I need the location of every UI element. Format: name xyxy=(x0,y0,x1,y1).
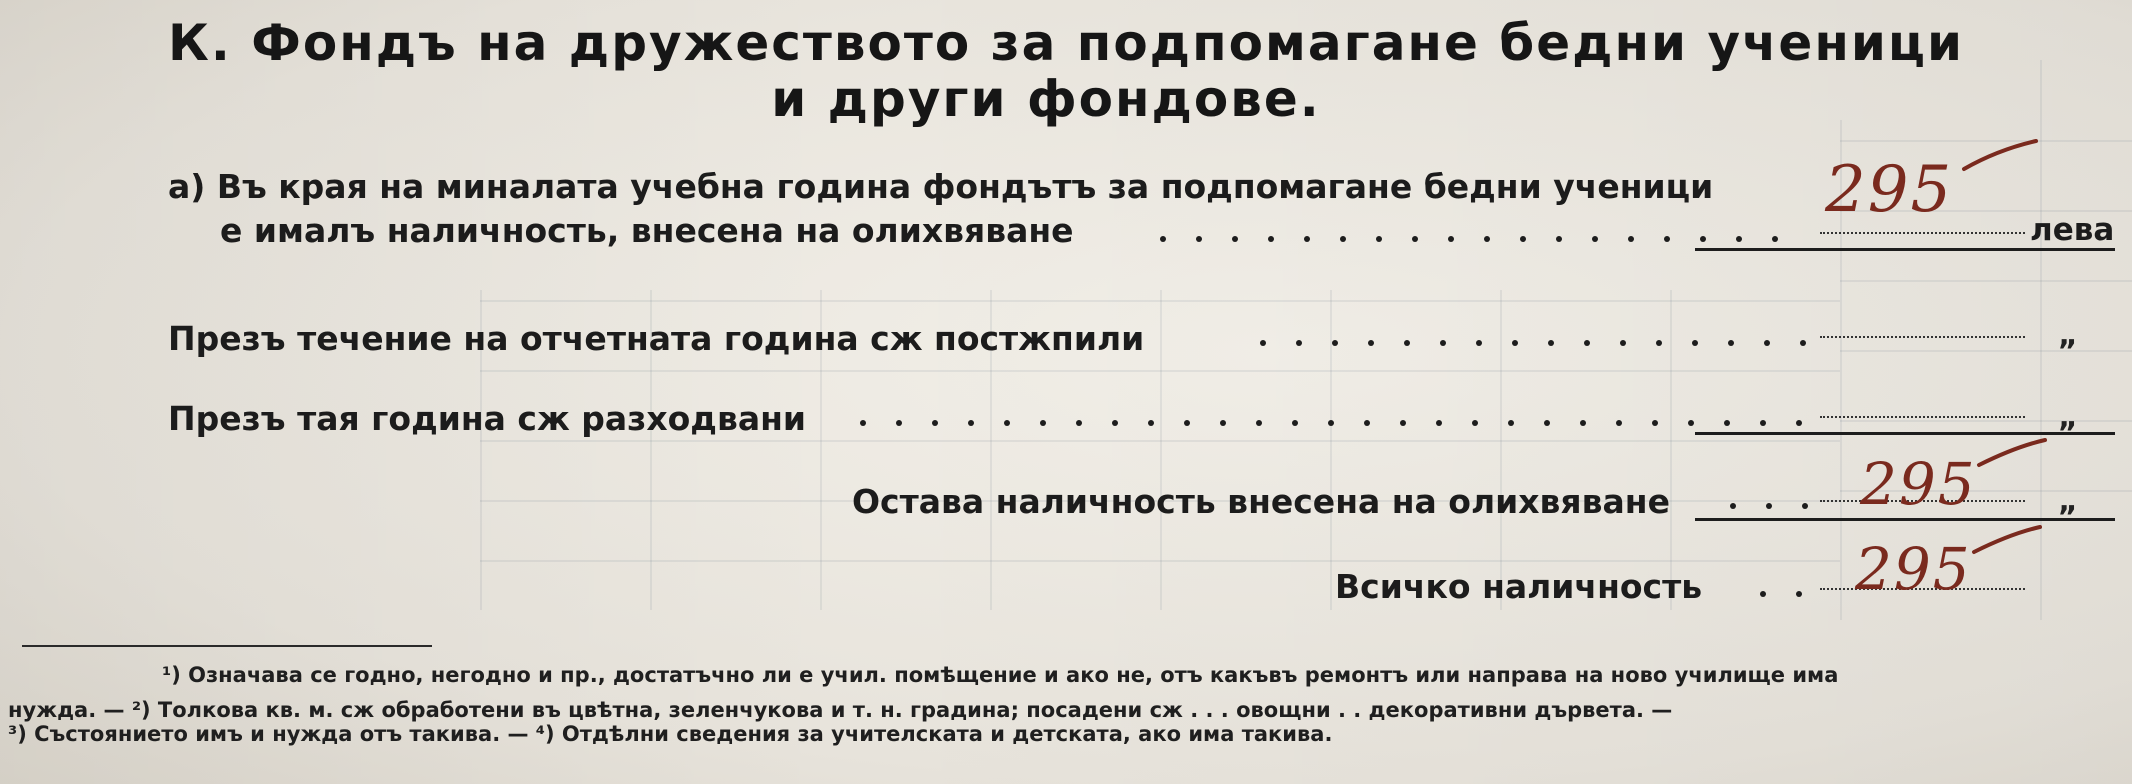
leader-dot xyxy=(1616,420,1622,426)
answer-line-spent xyxy=(1695,432,2115,435)
leader-dot xyxy=(1076,420,1082,426)
footnote-line-1: ¹) Означава се годно, негодно и пр., достатъчно ли е учил. помѣщение и ако не, отъ какъвъ ремонтъ или направа на ново училище има xyxy=(162,663,1839,687)
leader-dot xyxy=(1556,236,1562,242)
leader-dot xyxy=(1802,503,1808,509)
leader-dot xyxy=(1484,236,1490,242)
leader-dot xyxy=(1400,420,1406,426)
leader-dot xyxy=(1772,236,1778,242)
leader-dot xyxy=(1692,340,1698,346)
leader-dot xyxy=(1764,340,1770,346)
row-received: Презъ течение на отчетната година сж постжпили xyxy=(168,319,1145,358)
leader-dot xyxy=(1592,236,1598,242)
leader-dot xyxy=(1796,420,1802,426)
handwritten-flourish-remaining xyxy=(1975,435,2050,470)
unit-leva: лева xyxy=(2030,212,2115,248)
ditto-mark-spent: „ xyxy=(2058,400,2078,435)
leader-dot xyxy=(1580,420,1586,426)
leader-dot xyxy=(1548,340,1554,346)
leader-dot xyxy=(1412,236,1418,242)
leader-dots-received xyxy=(1260,340,1820,346)
leader-dot xyxy=(1800,340,1806,346)
leader-dot xyxy=(1620,340,1626,346)
leader-dot xyxy=(896,420,902,426)
leader-dot xyxy=(1364,420,1370,426)
answer-line-remaining xyxy=(1695,518,2115,521)
leader-dot xyxy=(1760,591,1766,597)
footnote-line-3: ³) Състоянието имъ и нужда отъ такива. — ⁴) Отдѣлни сведения за учителската и детската, ако има такива. xyxy=(8,722,1333,746)
leader-dot xyxy=(1766,503,1772,509)
handwritten-amount-remaining: 295 xyxy=(1860,450,1977,518)
leader-dot xyxy=(1436,420,1442,426)
leader-dot xyxy=(1724,420,1730,426)
ditto-mark-received: „ xyxy=(2058,318,2078,353)
leader-dot xyxy=(1584,340,1590,346)
leader-dot xyxy=(1220,420,1226,426)
leader-dot xyxy=(1652,420,1658,426)
leader-dots-spent xyxy=(860,420,1820,426)
leader-dot xyxy=(1148,420,1154,426)
leader-dot xyxy=(1256,420,1262,426)
leader-dot xyxy=(1304,236,1310,242)
section-title-line1 xyxy=(0,14,2132,72)
leader-dot xyxy=(1730,503,1736,509)
leader-dot xyxy=(1760,420,1766,426)
leader-dot xyxy=(1328,420,1334,426)
leader-dot xyxy=(860,420,866,426)
footnote-separator xyxy=(22,645,432,647)
leader-dot xyxy=(1656,340,1662,346)
leader-dot xyxy=(1268,236,1274,242)
total-label-plain: Всичко xyxy=(1335,567,1471,606)
leader-dot xyxy=(1520,236,1526,242)
leader-dot xyxy=(1004,420,1010,426)
handwritten-flourish-total xyxy=(1970,522,2045,557)
leader-dot xyxy=(1472,420,1478,426)
leader-dot xyxy=(1196,236,1202,242)
row-a-line2: е ималъ наличность, внесена на олихвяване xyxy=(220,211,1074,250)
handwritten-amount-total: 295 xyxy=(1855,535,1972,603)
leader-dot xyxy=(1700,236,1706,242)
leader-dots-remaining xyxy=(1730,503,1820,509)
leader-dot xyxy=(968,420,974,426)
section-title-line2 xyxy=(0,70,2132,128)
leader-dot xyxy=(1508,420,1514,426)
answer-line-a xyxy=(1695,248,2115,251)
leader-dot xyxy=(1292,420,1298,426)
leader-dot xyxy=(1368,340,1374,346)
fill-dots-spent xyxy=(1820,416,2025,418)
leader-dot xyxy=(1512,340,1518,346)
leader-dot xyxy=(1544,420,1550,426)
leader-dot xyxy=(1376,236,1382,242)
leader-dot xyxy=(1736,236,1742,242)
leader-dot xyxy=(1232,236,1238,242)
leader-dots-total xyxy=(1760,591,1820,597)
title-text-2: и други фондове. xyxy=(771,70,1321,128)
leader-dot xyxy=(1040,420,1046,426)
leader-dot xyxy=(1112,420,1118,426)
leader-dot xyxy=(1628,236,1634,242)
leader-dot xyxy=(1688,420,1694,426)
title-text-1: К. Фондъ на дружеството за подпомагане бедни ученици xyxy=(168,14,1964,72)
row-remaining: Остава наличность внесена на олихвяване xyxy=(852,482,1670,521)
handwritten-flourish-a xyxy=(1960,135,2040,175)
row-a-line1: а) Въ края на миналата учебна година фондътъ за подпомагане бедни ученици xyxy=(168,167,1714,206)
leader-dot xyxy=(1448,236,1454,242)
leader-dot xyxy=(1404,340,1410,346)
leader-dot xyxy=(1440,340,1446,346)
leader-dot xyxy=(932,420,938,426)
fill-dots-received xyxy=(1820,336,2025,338)
leader-dot xyxy=(1260,340,1266,346)
footnote-line-2: нужда. — ²) Толкова кв. м. сж обработени въ цвѣтна, зеленчукова и т. н. градина; посадени сж . . . овощни . . декоративни дървета. — xyxy=(8,698,1673,722)
handwritten-amount-a: 295 xyxy=(1825,153,1954,227)
leader-dot xyxy=(1184,420,1190,426)
fill-dots-a xyxy=(1820,232,2025,234)
total-label-bold: наличность xyxy=(1482,567,1703,606)
leader-dots-a xyxy=(1160,236,1800,242)
leader-dot xyxy=(1728,340,1734,346)
leader-dot xyxy=(1160,236,1166,242)
leader-dot xyxy=(1664,236,1670,242)
row-spent: Презъ тая година сж разходвани xyxy=(168,399,807,438)
leader-dot xyxy=(1332,340,1338,346)
leader-dot xyxy=(1796,591,1802,597)
leader-dot xyxy=(1340,236,1346,242)
leader-dot xyxy=(1476,340,1482,346)
row-total xyxy=(1335,567,1703,606)
ditto-mark-remaining: „ xyxy=(2058,484,2078,519)
leader-dot xyxy=(1296,340,1302,346)
